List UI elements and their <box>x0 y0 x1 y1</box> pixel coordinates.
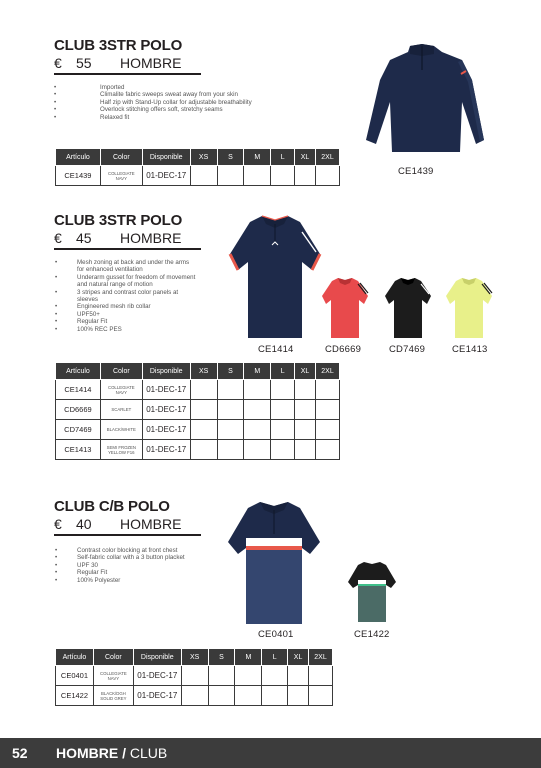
table-row <box>56 440 340 460</box>
product-image-ce0401 <box>226 498 322 626</box>
availability-date: 01-DEC-17 <box>142 440 190 460</box>
article-code: CD6669 <box>56 400 101 420</box>
availability-date: 01-DEC-17 <box>142 400 190 420</box>
column-header-xs: XS <box>190 363 217 380</box>
product-image-ce1414 <box>228 212 322 342</box>
product-2-size-table <box>55 362 340 460</box>
color-name: COLLEGIATE NAVY <box>100 166 142 186</box>
product-2-features <box>77 259 197 333</box>
qty-cell-xl[interactable] <box>295 420 316 440</box>
title-divider <box>54 248 201 250</box>
color-name: COLLEGIATE NAVY <box>93 666 133 686</box>
qty-cell-xs[interactable] <box>190 420 217 440</box>
column-header-available: Disponible <box>133 649 181 666</box>
column-header-xl: XL <box>295 363 316 380</box>
gender-label: HOMBRE <box>120 55 182 71</box>
feature-item: • UPF50+ <box>77 311 197 318</box>
availability-date: 01-DEC-17 <box>133 686 181 706</box>
feature-item: • Contrast color blocking at front chest <box>77 547 185 554</box>
color-name: BLACK/WHITE <box>100 420 142 440</box>
table-header-row <box>56 363 340 380</box>
qty-cell-m[interactable] <box>244 166 271 186</box>
color-name: COLLEGIATE NAVY <box>100 380 142 400</box>
feature-item: • Overlock stitching offers soft, stretchy seams <box>100 106 252 113</box>
column-header-color: Color <box>93 649 133 666</box>
feature-item: • 100% Polyester <box>77 577 185 584</box>
qty-cell-m[interactable] <box>244 380 271 400</box>
color-name: SEMI FROZEN YELLOW F16 <box>100 440 142 460</box>
page-footer <box>0 738 541 768</box>
qty-cell-xl[interactable] <box>295 380 316 400</box>
column-header-xs: XS <box>181 649 208 666</box>
feature-item: • Self-fabric collar with a 3 button placket <box>77 554 185 561</box>
product-image-ce1413 <box>444 276 494 340</box>
qty-cell-xs[interactable] <box>181 666 208 686</box>
product-title: CLUB 3STR POLO <box>54 212 183 229</box>
price-amount: 45 <box>76 230 92 246</box>
qty-cell-2xl[interactable] <box>309 666 333 686</box>
product-image-ce1439 <box>358 40 490 164</box>
feature-item: • Engineered mesh rib collar <box>77 303 197 310</box>
price-amount: 40 <box>76 516 92 532</box>
currency-symbol: € <box>54 230 62 246</box>
qty-cell-xl[interactable] <box>295 400 316 420</box>
currency-symbol: € <box>54 55 62 71</box>
qty-cell-xl[interactable] <box>295 166 316 186</box>
product-1-features <box>100 84 252 121</box>
qty-cell-s[interactable] <box>217 440 244 460</box>
qty-cell-m[interactable] <box>235 686 262 706</box>
table-header-row <box>56 649 333 666</box>
title-divider <box>54 534 201 536</box>
column-header-s: S <box>217 149 244 166</box>
table-row <box>56 420 340 440</box>
feature-item: • 3 stripes and contrast color panels at sleeves <box>77 289 197 304</box>
availability-date: 01-DEC-17 <box>142 166 190 186</box>
qty-cell-xs[interactable] <box>190 380 217 400</box>
page-number: 52 <box>12 745 28 761</box>
title-divider <box>54 73 201 75</box>
availability-date: 01-DEC-17 <box>142 380 190 400</box>
column-header-m: M <box>235 649 262 666</box>
column-header-article: Artículo <box>56 149 101 166</box>
qty-cell-l[interactable] <box>271 400 295 420</box>
qty-cell-m[interactable] <box>244 440 271 460</box>
feature-item: • UPF 30 <box>77 562 185 569</box>
column-header-m: M <box>244 149 271 166</box>
qty-cell-m[interactable] <box>235 666 262 686</box>
article-code: CE1422 <box>56 686 94 706</box>
product-title: CLUB C/B POLO <box>54 498 170 515</box>
feature-item: • Imported <box>100 84 252 91</box>
gender-label: HOMBRE <box>120 516 182 532</box>
column-header-xl: XL <box>288 649 309 666</box>
table-row <box>56 166 340 186</box>
table-row <box>56 400 340 420</box>
column-header-s: S <box>217 363 244 380</box>
image-label: CD6669 <box>325 344 362 355</box>
qty-cell-2xl[interactable] <box>316 420 340 440</box>
feature-item: • Regular Fit <box>77 569 185 576</box>
image-label: CD7469 <box>389 344 426 355</box>
availability-date: 01-DEC-17 <box>142 420 190 440</box>
qty-cell-l[interactable] <box>271 166 295 186</box>
article-code: CD7469 <box>56 420 101 440</box>
qty-cell-xs[interactable] <box>190 400 217 420</box>
product-1-size-table <box>55 148 340 186</box>
feature-item: • Underarm gusset for freedom of movement and natural range of motion <box>77 274 197 289</box>
image-label: CE1439 <box>398 166 434 177</box>
feature-item: • Mesh zoning at back and under the arms for enhanced ventilation <box>77 259 197 274</box>
article-code: CE0401 <box>56 666 94 686</box>
color-name: BLACK/DGH SOLID GREY <box>93 686 133 706</box>
feature-item: • Climalite fabric sweeps sweat away from your skin <box>100 91 252 98</box>
column-header-available: Disponible <box>142 363 190 380</box>
article-code: CE1439 <box>56 166 101 186</box>
column-header-m: M <box>244 363 271 380</box>
qty-cell-s[interactable] <box>217 380 244 400</box>
product-image-ce1422 <box>346 560 398 624</box>
column-header-l: L <box>262 649 288 666</box>
column-header-2xl: 2XL <box>316 149 340 166</box>
qty-cell-2xl[interactable] <box>316 440 340 460</box>
qty-cell-2xl[interactable] <box>316 166 340 186</box>
gender-label: HOMBRE <box>120 230 182 246</box>
feature-item: • 100% REC PES <box>77 326 197 333</box>
article-code: CE1413 <box>56 440 101 460</box>
qty-cell-l[interactable] <box>262 666 288 686</box>
table-header-row <box>56 149 340 166</box>
qty-cell-m[interactable] <box>244 420 271 440</box>
column-header-l: L <box>271 363 295 380</box>
qty-cell-xl[interactable] <box>288 666 309 686</box>
feature-item: • Relaxed fit <box>100 114 252 121</box>
product-title: CLUB 3STR POLO <box>54 37 183 54</box>
product-price <box>54 516 201 532</box>
table-row <box>56 666 333 686</box>
feature-item: • Regular Fit <box>77 318 197 325</box>
column-header-article: Artículo <box>56 649 94 666</box>
column-header-s: S <box>208 649 235 666</box>
table-row <box>56 686 333 706</box>
product-3-size-table <box>55 648 333 706</box>
image-label: CE1413 <box>452 344 488 355</box>
product-1-header <box>54 37 201 75</box>
qty-cell-s[interactable] <box>217 166 244 186</box>
qty-cell-l[interactable] <box>271 440 295 460</box>
qty-cell-xs[interactable] <box>190 440 217 460</box>
feature-item: • Half zip with Stand-Up collar for adjustable breathability <box>100 99 252 106</box>
column-header-l: L <box>271 149 295 166</box>
color-name: SCARLET <box>100 400 142 420</box>
qty-cell-s[interactable] <box>208 686 235 706</box>
column-header-2xl: 2XL <box>309 649 333 666</box>
qty-cell-s[interactable] <box>217 400 244 420</box>
product-image-cd7469 <box>383 276 433 340</box>
column-header-xl: XL <box>295 149 316 166</box>
product-price <box>54 55 201 71</box>
table-row <box>56 380 340 400</box>
column-header-2xl: 2XL <box>316 363 340 380</box>
qty-cell-l[interactable] <box>271 380 295 400</box>
price-amount: 55 <box>76 55 92 71</box>
product-price <box>54 230 201 246</box>
section-name: HOMBRE / <box>56 745 126 761</box>
qty-cell-xs[interactable] <box>181 686 208 706</box>
product-3-features <box>77 547 185 584</box>
column-header-color: Color <box>100 149 142 166</box>
column-header-article: Artículo <box>56 363 101 380</box>
product-3-header <box>54 498 201 536</box>
qty-cell-xs[interactable] <box>190 166 217 186</box>
qty-cell-2xl[interactable] <box>309 686 333 706</box>
article-code: CE1414 <box>56 380 101 400</box>
section-title <box>56 745 167 761</box>
column-header-color: Color <box>100 363 142 380</box>
qty-cell-2xl[interactable] <box>316 400 340 420</box>
image-label: CE1422 <box>354 629 390 640</box>
qty-cell-s[interactable] <box>208 666 235 686</box>
qty-cell-s[interactable] <box>217 420 244 440</box>
currency-symbol: € <box>54 516 62 532</box>
subsection-name: CLUB <box>129 745 168 761</box>
image-label: CE1414 <box>258 344 294 355</box>
qty-cell-l[interactable] <box>262 686 288 706</box>
qty-cell-2xl[interactable] <box>316 380 340 400</box>
qty-cell-m[interactable] <box>244 400 271 420</box>
availability-date: 01-DEC-17 <box>133 666 181 686</box>
product-2-header <box>54 212 201 250</box>
column-header-xs: XS <box>190 149 217 166</box>
product-image-cd6669 <box>320 276 370 340</box>
qty-cell-l[interactable] <box>271 420 295 440</box>
qty-cell-xl[interactable] <box>288 686 309 706</box>
column-header-available: Disponible <box>142 149 190 166</box>
qty-cell-xl[interactable] <box>295 440 316 460</box>
image-label: CE0401 <box>258 629 294 640</box>
